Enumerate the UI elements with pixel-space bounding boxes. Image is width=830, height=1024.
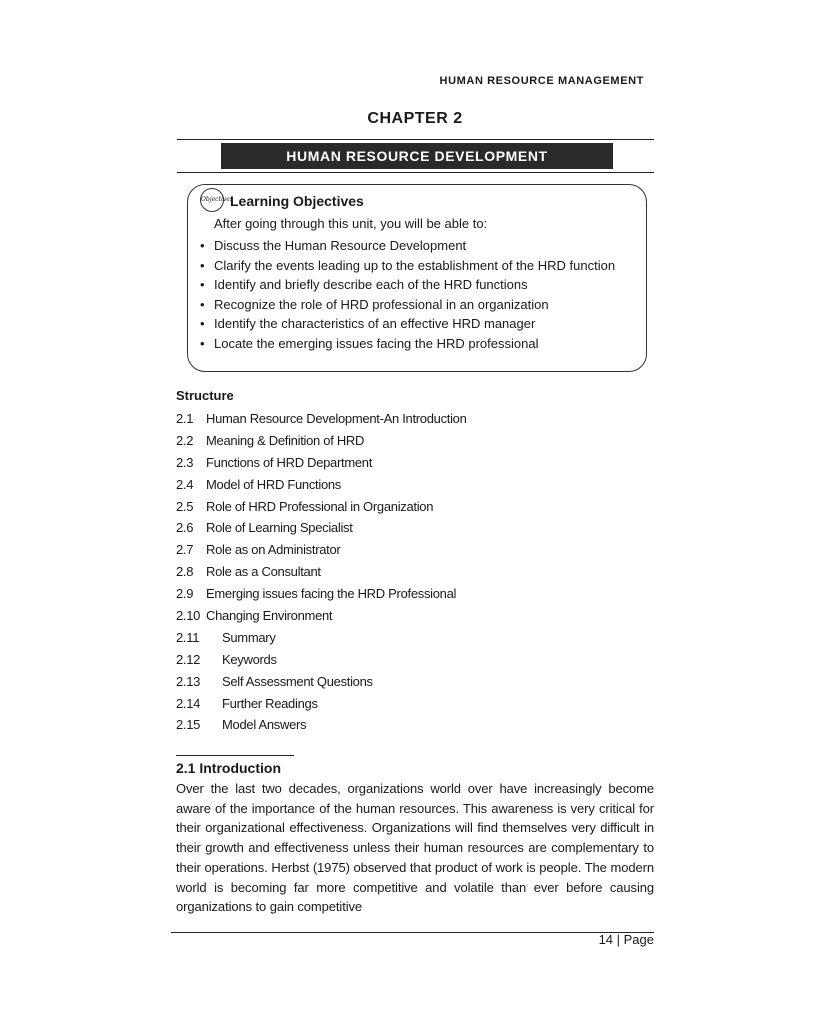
structure-item-text: Human Resource Development-An Introduction	[206, 411, 467, 426]
structure-item-text: Meaning & Definition of HRD	[206, 432, 365, 448]
list-item: • Identify the characteristics of an effective HRD manager	[200, 314, 624, 334]
objectives-icon: Objectives	[200, 188, 224, 212]
structure-item-number: 2.12	[176, 651, 201, 667]
structure-item-text: Role of Learning Specialist	[206, 520, 353, 536]
structure-item-text: Functions of HRD Department	[206, 454, 373, 470]
structure-item-number: 2.3	[176, 454, 194, 470]
structure-item	[176, 539, 467, 561]
title-top-rule	[177, 139, 654, 140]
structure-item-number: 2.13	[176, 673, 201, 689]
chapter-title: HUMAN RESOURCE DEVELOPMENT	[221, 143, 613, 169]
structure-item-text: Model Answers	[222, 717, 307, 733]
section-rule	[176, 755, 294, 756]
structure-item-number: 2.8	[176, 564, 194, 580]
structure-item-text: Changing Environment	[206, 608, 333, 624]
structure-item	[176, 452, 467, 474]
structure-item	[176, 583, 467, 605]
structure-item	[176, 605, 467, 627]
structure-item	[176, 671, 467, 693]
objectives-title: Learning Objectives	[230, 193, 364, 209]
structure-item-number: 2.15	[176, 717, 201, 733]
structure-item-number: 2.9	[176, 586, 194, 602]
structure-item	[176, 693, 467, 715]
running-header: HUMAN RESOURCE MANAGEMENT	[439, 75, 644, 87]
structure-item-text: Further Readings	[222, 695, 318, 711]
structure-item-number: 2.10	[176, 608, 201, 624]
objectives-list	[200, 236, 624, 353]
structure-item-number: 2.14	[176, 695, 201, 711]
structure-item-number: 2.6	[176, 520, 194, 536]
structure-item-text: Keywords	[222, 651, 277, 667]
structure-title: Structure	[176, 388, 234, 403]
chapter-heading: CHAPTER 2	[367, 110, 463, 127]
list-item: • Discuss the Human Resource Development	[200, 236, 624, 256]
structure-item-text: Self Assessment Questions	[222, 673, 373, 689]
objectives-intro: After going through this unit, you will be able to:	[214, 216, 488, 231]
structure-item-text: Role of HRD Professional in Organization	[206, 498, 434, 514]
structure-item	[176, 627, 467, 649]
structure-item	[176, 561, 467, 583]
structure-item	[176, 496, 467, 518]
structure-item	[176, 714, 467, 736]
structure-item-number: 2.2	[176, 432, 194, 448]
structure-item-text: Role as on Administrator	[206, 542, 341, 558]
structure-item	[176, 474, 467, 496]
footer-rule	[171, 932, 654, 933]
structure-item-text: Role as a Consultant	[206, 564, 321, 580]
structure-item-number: 2.7	[176, 542, 194, 558]
list-item: • Clarify the events leading up to the establishment of the HRD function	[200, 256, 624, 276]
section-paragraph: Over the last two decades, organizations world over have increasingly become aware of the importance of the human resources. This awareness is very critical for their organizational effectiveness. Organizations will find themselves very difficult in their growth and effectiveness unless their human resources are complementary to their operations. Herbst (1975) observed that product of work is people. The modern world is becoming far more competitive and volatile than ever before causing organizations to gain competitive	[176, 781, 654, 915]
structure-item-number: 2.11	[176, 629, 200, 645]
list-item: • Recognize the role of HRD professional in an organization	[200, 295, 624, 315]
structure-item-text: Emerging issues facing the HRD Professional	[206, 586, 457, 602]
list-item: • Locate the emerging issues facing the HRD professional	[200, 334, 624, 354]
list-item: • Identify and briefly describe each of the HRD functions	[200, 275, 624, 295]
structure-list	[176, 408, 467, 736]
structure-item	[176, 649, 467, 671]
structure-item-number: 2.4	[176, 476, 194, 492]
structure-item-number: 2.5	[176, 498, 194, 514]
structure-item	[176, 408, 467, 430]
structure-item-text: Summary	[222, 629, 276, 645]
structure-item	[176, 517, 467, 539]
structure-item	[176, 430, 467, 452]
page-number: 14 | Page	[598, 932, 654, 947]
structure-item-number: 2.1	[176, 411, 194, 426]
structure-item-text: Model of HRD Functions	[206, 476, 342, 492]
section-title: 2.1 Introduction	[176, 760, 281, 776]
title-bottom-rule	[177, 172, 654, 173]
